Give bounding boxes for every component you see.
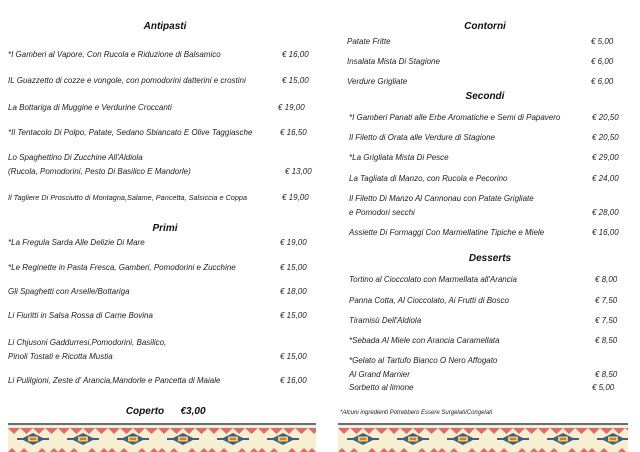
menu-item-name: La Bottariga di Muggine e Verdurine Croccanti: [8, 103, 172, 112]
menu-item-name-line2: Pinoli Tostati e Ricotta Mustia: [8, 352, 113, 361]
menu-item-price: € 19,00: [282, 193, 309, 202]
menu-item-name: Panna Cotta, Al Cioccolato, Ai Frutti di Bosco: [349, 296, 509, 305]
menu-item-name: Assiette Di Formaggi Con Marmellatine Tipiche e Miele: [349, 228, 545, 237]
menu-item-name: Sorbetto al limone: [349, 383, 414, 392]
menu-item-price: € 15,00: [282, 76, 309, 85]
frozen-ingredients-footnote: *Alcuni ingredienti Potrebbero Essere Surgelati/Congelati: [340, 410, 493, 416]
menu-item-name: IL Guazzetto di cozze e vongole, con pomodorini datterini e crostini: [8, 76, 246, 85]
menu-item-name: Tortino al Cioccolato con Marmellata all'Arancia: [349, 275, 517, 284]
menu-item-name: Li Fiuritti in Salsa Rossa di Carne Bovina: [8, 311, 153, 320]
menu-item-price: € 13,00: [285, 167, 312, 176]
menu-item-name-line2: (Rucola, Pomodorini, Pesto Di Basilico E Mandorle): [8, 167, 191, 176]
menu-item-price: € 24,00: [592, 174, 619, 183]
menu-item-name: Li Pulilgioni, Zeste d' Arancia,Mandorle e Pancetta di Maiale: [8, 376, 221, 385]
menu-item-name: Patate Fritte: [347, 37, 391, 46]
menu-item-name: *La Grigliata Mista Di Pesce: [349, 153, 449, 162]
section-title-secondi: Secondi: [465, 91, 505, 102]
menu-item-name-line2: e Pomodori secchi: [349, 208, 415, 217]
menu-item-price: € 18,00: [280, 287, 307, 296]
menu-item-name: Tiramisù Dell'Aldiola: [349, 316, 422, 325]
menu-item-name: *Sebada Al Miele con Arancia Caramellata: [349, 336, 500, 345]
sardinian-pattern-banner: [8, 423, 316, 452]
menu-item-price: € 29,00: [592, 153, 619, 162]
menu-item-name: *I Gamberi Panati alle Erbe Aromatiche e Semi di Papavero: [349, 113, 561, 122]
menu-item-price: € 6,00: [591, 57, 614, 66]
menu-item-name: Il Tagliere Di Prosciutto di Montagna,Salame, Pancetta, Salsiccia e Coppa: [8, 193, 248, 202]
coperto-label: Coperto: [125, 406, 165, 417]
menu-item-name: Verdure Grigliate: [347, 77, 408, 86]
menu-item-price: € 16,50: [280, 128, 307, 137]
menu-item-price: € 20,50: [592, 113, 619, 122]
coperto-price: €3,00: [180, 406, 206, 417]
menu-item-name: *Le Reginette in Pasta Fresca, Gamberi, Pomodorini e Zucchine: [8, 263, 236, 272]
menu-item-price: € 5,00: [591, 37, 614, 46]
menu-item-price: € 16,00: [280, 376, 307, 385]
menu-item-price: € 28,00: [592, 208, 619, 217]
menu-item-name: Il Filetto di Orata alle Verdure di Stagione: [349, 133, 496, 142]
menu-item-name: Lo Spaghettino Di Zucchine All'Aldiola: [8, 153, 143, 162]
menu-item-price: € 8,50: [595, 336, 618, 345]
menu-item-price: € 19,00: [278, 103, 305, 112]
menu-item-price: € 15,00: [280, 311, 307, 320]
menu-item-name: Insalata Mista Di Stagione: [347, 57, 440, 66]
section-title-contorni: Contorni: [464, 21, 506, 32]
sardinian-pattern-banner: [338, 423, 628, 452]
menu-item-price: € 7,50: [595, 316, 618, 325]
menu-item-name: *I Gamberi al Vapore, Con Rucola e Riduzione di Balsamico: [8, 50, 221, 59]
menu-item-name: Li Chjusoni Gaddurresi,Pomodorini, Basilico,: [8, 338, 167, 347]
menu-item-price: € 8,50: [595, 370, 618, 379]
menu-item-price: € 15,00: [280, 352, 307, 361]
menu-item-price: € 19,00: [280, 238, 307, 247]
menu-item-price: € 5,00: [592, 383, 615, 392]
menu-item-name: Il Filetto Di Manzo Al Cannonau con Patate Grigliate: [349, 194, 534, 203]
menu-item-price: € 15,00: [280, 263, 307, 272]
menu-item-price: € 16,00: [282, 50, 309, 59]
menu-item-name: Gli Spaghetti con Arselle/Bottariga: [8, 287, 130, 296]
menu-item-name: *Gelato al Tartufo Bianco O Nero Affogato: [349, 356, 498, 365]
section-title-desserts: Desserts: [468, 253, 512, 264]
menu-item-name: *Il Tentacolo Di Polpo, Patate, Sedano Sbiancato E Olive Taggiasche: [8, 128, 253, 137]
menu-item-price: € 16,00: [592, 228, 619, 237]
menu-item-name: La Tagliata di Manzo, con Rucola e Pecorino: [349, 174, 508, 183]
section-title-antipasti: Antipasti: [143, 21, 187, 32]
section-title-primi: Primi: [152, 223, 178, 234]
menu-item-name: *La Fregula Sarda Alle Delizie Di Mare: [8, 238, 145, 247]
menu-item-name-line2: Al Grand Marnier: [349, 370, 410, 379]
menu-item-price: € 20,50: [592, 133, 619, 142]
menu-item-price: € 7,50: [595, 296, 618, 305]
menu-item-price: € 8,00: [595, 275, 618, 284]
menu-item-price: € 6,00: [591, 77, 614, 86]
